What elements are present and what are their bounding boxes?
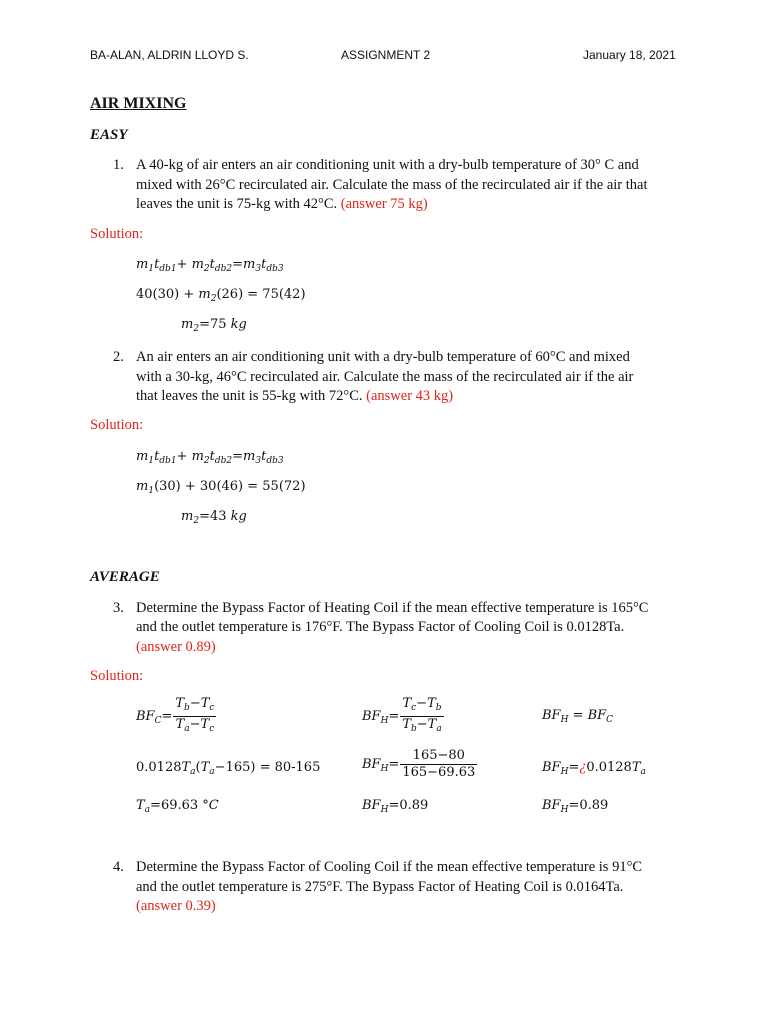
equation: $BF_H=$ $\frac{165-80}{165-69.63}$ (362, 748, 476, 780)
problem-text: that leaves the unit is 55-kg with 72°C. (answer 43 kg) (136, 388, 454, 404)
equation: $BF_H=$ $\frac{T_c-T_b}{T_b-T_a}$ (362, 696, 442, 734)
problem-text: leaves the unit is 75-kg with 42°C. (answer 75 kg) (136, 196, 428, 212)
problem-number: 4. (113, 859, 124, 875)
equation: $T_a=69.63$ °C (136, 798, 219, 815)
section-title: AIR MIXING (90, 95, 187, 112)
problem-text: A 40-kg of air enters an air conditioning unit with a dry-bulb temperature of 30° C and (136, 157, 639, 173)
equation: $BF_C=$ $\frac{T_b-T_c}{T_a-T_c}$ (136, 696, 215, 734)
problem-text: An air enters an air conditioning unit with a dry-bulb temperature of 60°C and mixed (136, 349, 630, 365)
equation: $BF_H=0.89$ (362, 798, 429, 815)
equation: $m_1(30) + 30(46) = 55(72)$ (136, 479, 306, 496)
answer: (answer 0.39) (136, 898, 216, 914)
equation: $0.0128T_a(T_a-165) = 80-165$ (136, 760, 321, 777)
equation: $m_1t_{db1}+ m_2t_{db2}=m_3t_{db3}$ (136, 257, 284, 274)
equation: $m_1t_{db1}+ m_2t_{db2}=m_3t_{db3}$ (136, 449, 284, 466)
assignment-label: ASSIGNMENT 2 (341, 48, 431, 62)
equation: $BF_H = BF_C$ (542, 708, 614, 725)
author-name: BA-ALAN, ALDRIN LLOYD S. (90, 48, 249, 62)
problem-text: with a 30-kg, 46°C recirculated air. Calculate the mass of the recirculated air if the air (136, 369, 634, 385)
problem-text: Determine the Bypass Factor of Cooling Coil if the mean effective temperature is 91°C (136, 859, 643, 875)
problem-text: and the outlet temperature is 275°F. The Bypass Factor of Heating Coil is 0.0164Ta. (136, 879, 624, 895)
solution-label: Solution: (90, 226, 144, 242)
problem-text: and the outlet temperature is 176°F. The Bypass Factor of Cooling Coil is 0.0128Ta. (136, 619, 625, 635)
average-heading: AVERAGE (90, 569, 160, 585)
answer: (answer 0.89) (136, 639, 216, 655)
problem-number: 3. (113, 600, 124, 616)
problem-text: Determine the Bypass Factor of Heating Coil if the mean effective temperature is 165°C (136, 600, 649, 616)
solution-label: Solution: (90, 417, 144, 433)
problem-number: 1. (113, 157, 124, 173)
answer: (answer 43 kg) (366, 388, 454, 404)
date-label: January 18, 2021 (583, 48, 676, 62)
problem-text: mixed with 26°C recirculated air. Calculate the mass of the recirculated air if the air that (136, 177, 648, 193)
equation: $40(30) + m_2(26) = 75(42)$ (136, 287, 306, 304)
problem-number: 2. (113, 349, 124, 365)
easy-heading: EASY (90, 127, 128, 143)
equation: $BF_H=¿0.0128T_a$ (542, 760, 646, 777)
answer: (answer 75 kg) (340, 196, 428, 212)
equation: $m_2=43$ kg (181, 509, 247, 526)
solution-label: Solution: (90, 668, 144, 684)
equation: $BF_H=0.89$ (542, 798, 609, 815)
equation: $m_2=75$ kg (181, 317, 247, 334)
